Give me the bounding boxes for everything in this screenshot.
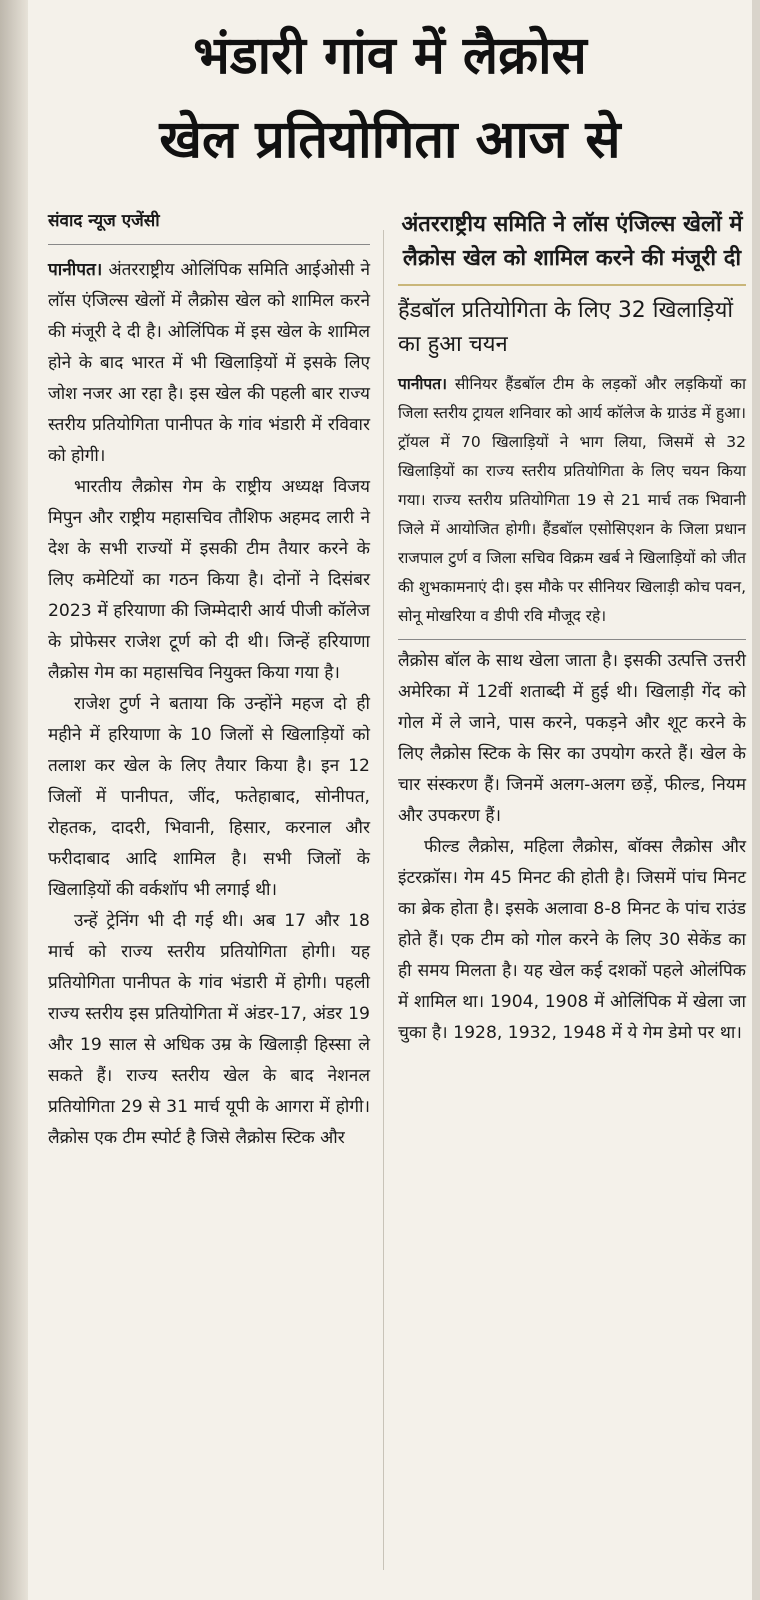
left-column bbox=[48, 208, 370, 1154]
left-dateline: पानीपत। bbox=[48, 260, 103, 280]
byline: संवाद न्यूज एजेंसी bbox=[48, 208, 370, 245]
headline-line-1: भंडारी गांव में लैक्रोस bbox=[193, 26, 587, 86]
column-divider bbox=[383, 230, 384, 1570]
main-headline bbox=[28, 14, 752, 182]
left-paragraph-2: भारतीय लैक्रोस गेम के राष्ट्रीय अध्यक्ष विजय मिपुन और राष्ट्रीय महासचिव तौशिफ अहमद लारी ने देश के सभी राज्यों में इसकी टीम तैयार करने के लिए कमेटियों का गठन किया है। दोनों ने दिसंबर 2023 में हरियाणा की जिम्मेदारी आर्य पीजी कॉलेज के प्रोफेसर राजेश टूर्ण को दी थी। जिन्हें हरियाणा लैक्रोस गेम का महासचिव नियुक्त किया गया है। bbox=[48, 477, 370, 683]
left-paragraph-1-text: अंतरराष्ट्रीय ओलिंपिक समिति आईओसी ने लॉस एंजिल्स खेलों में लैक्रोस खेल को शामिल करने की मंजूरी दे दी है। ओलिंपिक में इस खेल के शामिल होने के बाद भारत में भी खिलाड़ियों में इसके लिए जोश नजर आ रहा है। इस खेल की पहली बार राज्य स्तरीय प्रतियोगिता पानीपत के गांव भंडारी में रविवार को होगी। bbox=[48, 260, 370, 466]
right-paragraph-2: लैक्रोस बॉल के साथ खेला जाता है। इसकी उत्पत्ति उत्तरी अमेरिका में 12वीं शताब्दी में हुई थी। खिलाड़ी गेंद को गोल में ले जाने, पास करने, पकड़ने और शूट करने के लिए लैक्रोस स्टिक के सिर का उपयोग करते हैं। खेल के चार संस्करण हैं। जिनमें अलग-अलग छड़ें, फील्ड, नियम और उपकरण हैं। bbox=[398, 651, 746, 826]
left-paragraph-4: उन्हें ट्रेनिंग भी दी गई थी। अब 17 और 18 मार्च को राज्य स्तरीय प्रतियोगिता होगी। यह प्रतियोगिता पानीपत के गांव भंडारी में होगी। पहली राज्य स्तरीय इस प्रतियोगिता में अंडर-17, अंडर 19 और 19 साल से अधिक उम्र के खिलाड़ी हिस्सा ले सकते हैं। राज्य स्तरीय खेल के बाद नेशनल प्रतियोगिता 29 से 31 मार्च यूपी के आगरा में होगी। लैक्रोस एक टीम स्पोर्ट है जिसे लैक्रोस स्टिक और bbox=[48, 911, 370, 1148]
right-column bbox=[398, 208, 746, 1049]
handball-paragraph-text: सीनियर हैंडबॉल टीम के लड़कों और लड़कियों का जिला स्तरीय ट्रायल शनिवार को आर्य कॉलेज के ग्राउंड में हुआ। ट्रॉयल में 70 खिलाड़ियों ने भाग लिया, जिसमें से 32 खिलाड़ियों का राज्य स्तरीय प्रतियोगिता के लिए चयन किया गया। राज्य स्तरीय प्रतियोगिता 19 से 21 मार्च तक भिवानी जिले में आयोजित होगी। हैंडबॉल एसोसिएशन के जिला प्रधान राजपाल टुर्ण व जिला सचिव विक्रम खर्ब ने खिलाड़ियों को जीत की शुभकामनाएं दी। इस मौके पर सीनियर खिलाड़ी कोच पवन, सोनू मोखरिया व डीपी रवि मौजूद रहे। bbox=[398, 375, 746, 625]
section-rule bbox=[398, 639, 746, 640]
headline-line-2: खेल प्रतियोगिता आज से bbox=[159, 110, 621, 170]
handball-headline: हैंडबॉल प्रतियोगिता के लिए 32 खिलाड़ियों का हुआ चयन bbox=[398, 298, 734, 357]
right-dateline: पानीपत। bbox=[398, 375, 447, 393]
box-headline: अंतरराष्ट्रीय समिति ने लॉस एंजिल्स खेलों में लैक्रोस खेल को शामिल करने की मंजूरी दी bbox=[398, 208, 746, 286]
left-paragraph-3: राजेश टुर्ण ने बताया कि उन्होंने महज दो ही महीने में हरियाणा के 10 जिलों से खिलाड़ियों को तलाश कर खेल के लिए तैयार किया है। इन 12 जिलों में पानीपत, जींद, फतेहाबाद, सोनीपत, रोहतक, दादरी, भिवानी, हिसार, करनाल और फरीदाबाद आदि शामिल है। सभी जिलों के खिलाड़ियों की वर्कशॉप भी लगाई थी। bbox=[48, 694, 370, 900]
handball-paragraph bbox=[398, 370, 746, 631]
right-paragraph-3: फील्ड लैक्रोस, महिला लैक्रोस, बॉक्स लैक्रोस और इंटरक्रॉस। गेम 45 मिनट की होती है। जिसमें पांच मिनट का ब्रेक होता है। इसके अलावा 8-8 मिनट के पांच राउंड होते हैं। एक टीम को गोल करने के लिए 30 सेकेंड का ही समय मिलता है। यह खेल कई दशकों पहले ओलंपिक में शामिल था। 1904, 1908 में ओलिंपिक में खेला जा चुका है। 1928, 1932, 1948 में ये गेम डेमो पर था। bbox=[398, 837, 746, 1043]
newspaper-clipping bbox=[28, 0, 752, 1600]
left-paragraph-1 bbox=[48, 255, 370, 472]
page-edge-shadow bbox=[0, 0, 28, 1600]
